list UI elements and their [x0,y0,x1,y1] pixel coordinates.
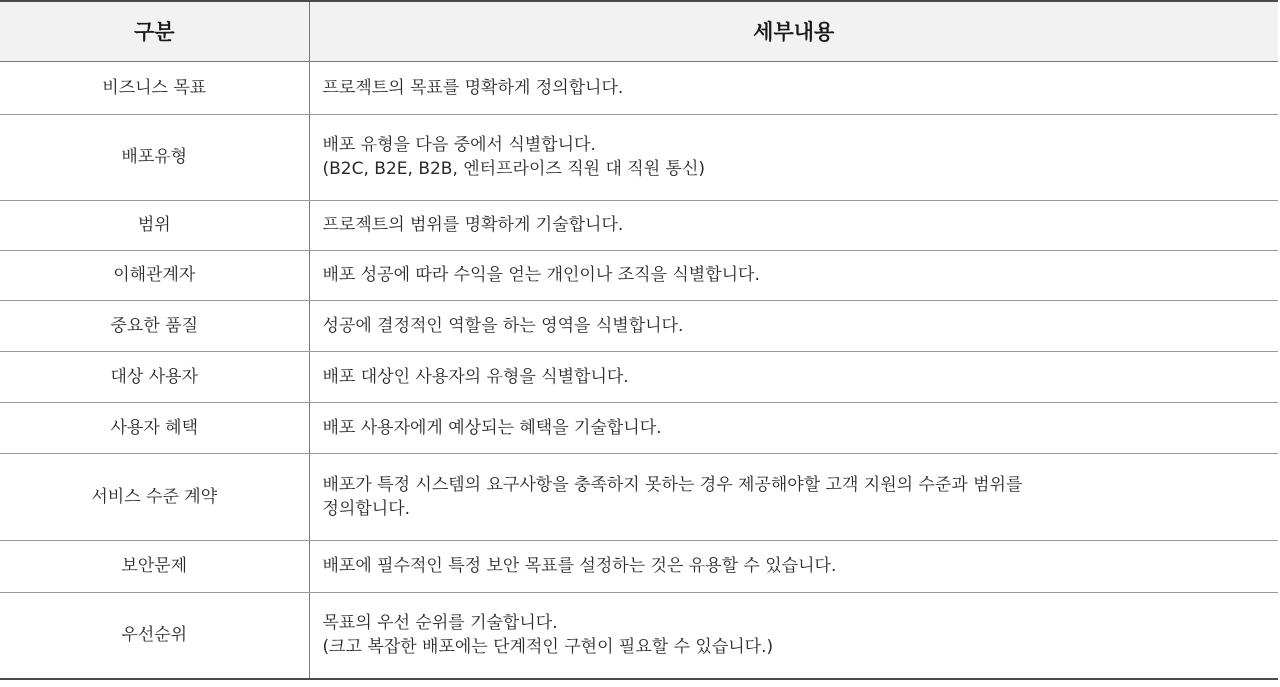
description-line: 배포 성공에 따라 수익을 얻는 개인이나 조직을 식별합니다. [322,265,760,285]
description-line: 배포 유형을 다음 중에서 식별합니다. [322,135,596,155]
table-body [0,61,1278,679]
table-row [0,61,1278,114]
description-line: 프로젝트의 범위를 명확하게 기술합니다. [322,215,624,235]
table-row [0,300,1278,351]
table-row [0,250,1278,300]
row-description [309,453,1278,540]
row-category: 이해관계자 [0,250,309,300]
table-row [0,540,1278,592]
row-description [309,250,1278,300]
row-category: 보안문제 [0,540,309,592]
row-category: 서비스 수준 계약 [0,453,309,540]
row-description [309,540,1278,592]
description-line: 프로젝트의 목표를 명확하게 정의합니다. [322,77,624,98]
row-description [309,402,1278,453]
table-row [0,453,1278,540]
row-description [309,114,1278,200]
row-category: 중요한 품질 [0,300,309,351]
table-row [0,351,1278,402]
header-row [0,1,1278,61]
description-line: (B2C, B2E, B2B, 엔터프라이즈 직원 대 직원 통신) [322,159,705,179]
description-line: 성공에 결정적인 역할을 하는 영역을 식별합니다. [322,315,684,336]
header-detail: 세부내용 [309,1,1278,61]
table-row [0,592,1278,679]
row-category: 배포유형 [0,114,309,200]
row-description [309,61,1278,114]
table-row [0,114,1278,200]
description-line: 목표의 우선 순위를 기술합니다. [322,613,558,634]
description-line: 정의합니다. [322,498,411,519]
description-line: 배포가 특정 시스템의 요구사항을 충족하지 못하는 경우 제공해야할 고객 지원의 수준과 범위를 [322,474,1023,495]
row-description [309,351,1278,402]
row-category: 비즈니스 목표 [0,61,309,114]
header-category: 구분 [0,1,309,61]
description-line: 배포에 필수적인 특정 보안 목표를 설정하는 것은 유용할 수 있습니다. [322,556,837,576]
row-description [309,200,1278,250]
description-line: 배포 사용자에게 예상되는 혜택을 기술합니다. [322,417,662,438]
row-description [309,592,1278,679]
table-row [0,200,1278,250]
table-row [0,402,1278,453]
description-line: (크고 복잡한 배포에는 단계적인 구현이 필요할 수 있습니다.) [322,637,774,658]
row-description [309,300,1278,351]
description-line: 배포 대상인 사용자의 유형을 식별합니다. [322,366,629,387]
table-header [0,1,1278,61]
row-category: 사용자 혜택 [0,402,309,453]
row-category: 우선순위 [0,592,309,679]
row-category: 범위 [0,200,309,250]
row-category: 대상 사용자 [0,351,309,402]
